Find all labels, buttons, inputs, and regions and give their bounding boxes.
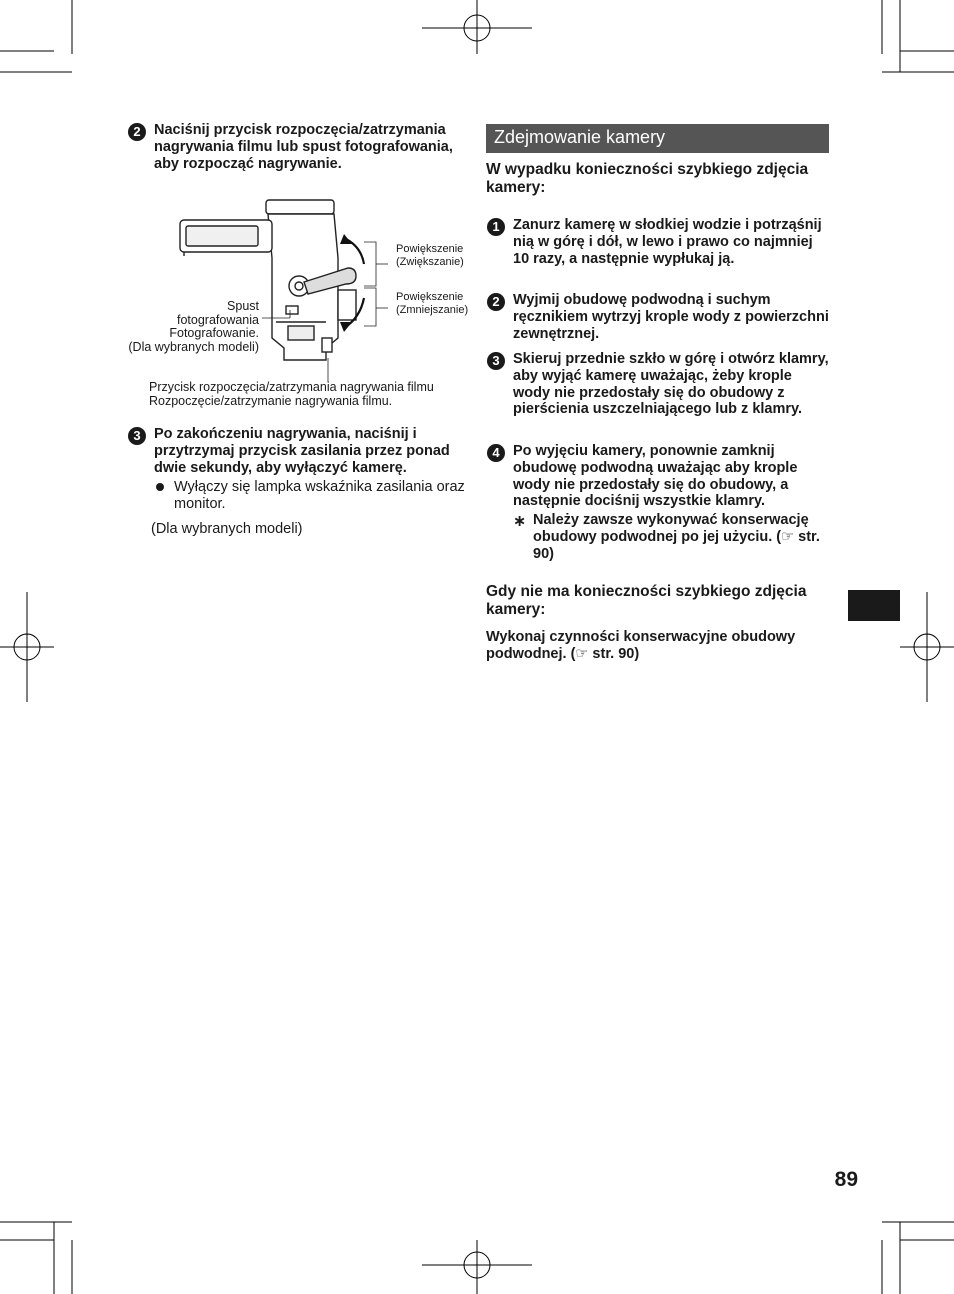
record-button-label: Przycisk rozpoczęcia/zatrzymania nagrywania filmu: [149, 380, 434, 394]
shutter-label-2: fotografowania: [176, 313, 259, 327]
zoom-in-label: Powiększenie (Zwiększanie): [396, 243, 464, 268]
record-action-label: Rozpoczęcie/zatrzymanie nagrywania filmu.: [149, 394, 393, 408]
subheading-no-quick-removal: Gdy nie ma konieczności szybkiego zdjęcia kamery:: [486, 583, 807, 618]
zoom-out-label: Powiększenie (Zmniejszanie): [396, 291, 469, 316]
bullet-dot: [156, 483, 164, 491]
page-number: 89: [834, 1168, 858, 1191]
right-step-number-2: 2: [487, 293, 505, 311]
maintenance-instruction: Wykonaj czynności konserwacyjne obudowy podwodnej. (☞ str. 90): [486, 629, 796, 662]
right-step-1-text: Zanurz kamerę w słodkiej wodzie i potrząśnij nią w górę i dół, w lewo i prawo co najmniej 10 razy, a następnie wypłukaj ją.: [513, 217, 822, 267]
asterisk-icon: ∗: [513, 513, 527, 530]
subheading-quick-removal: W wypadku konieczności szybkiego zdjęcia kamery:: [486, 161, 809, 196]
right-step-number-4: 4: [487, 444, 505, 462]
step-number-3: 3: [128, 427, 146, 445]
step-number-2: 2: [128, 123, 146, 141]
right-step-number-1: 1: [487, 218, 505, 236]
section-heading: [486, 124, 829, 153]
section-tab: [848, 590, 900, 621]
maintenance-note: Należy zawsze wykonywać konserwację obudowy podwodnej po jej użyciu. (☞ str. 90): [533, 512, 820, 562]
right-step-4-text: Po wyjęciu kamery, ponownie zamknij obudowę podwodną uważając aby krople wody nie przedostały się do obudowy, a następnie dociśnij wszystkie klamry.: [513, 443, 798, 510]
step-2-text: Naciśnij przycisk rozpoczęcia/zatrzymania nagrywania filmu lub spust fotografowania, aby rozpocząć nagrywanie.: [154, 122, 453, 172]
right-step-number-3: 3: [487, 352, 505, 370]
shutter-label-1: Spust: [227, 299, 259, 313]
step-3-text: Po zakończeniu nagrywania, naciśnij i przytrzymaj przycisk zasilania przez ponad dwie sekundy, aby wyłączyć kamerę.: [154, 426, 450, 476]
right-step-2-text: Wyjmij obudowę podwodną i suchym ręcznikiem wytrzyj krople wody z powierzchni zewnętrznej.: [513, 292, 829, 342]
bullet-text: Wyłączy się lampka wskaźnika zasilania oraz monitor.: [174, 479, 465, 512]
models-note: (Dla wybranych modeli): [151, 521, 303, 537]
right-step-3-text: Skieruj przednie szkło w górę i otwórz klamry, aby wyjąć kamerę uważając, żeby krople wody nie przedostały się do obudowy z pierścienia uszczelniającego lub z klamry.: [513, 351, 829, 418]
shutter-label-3: Fotografowanie.: [169, 326, 259, 340]
shutter-label-4: (Dla wybranych modeli): [128, 340, 259, 354]
section-title: Zdejmowanie kamery: [494, 127, 666, 147]
